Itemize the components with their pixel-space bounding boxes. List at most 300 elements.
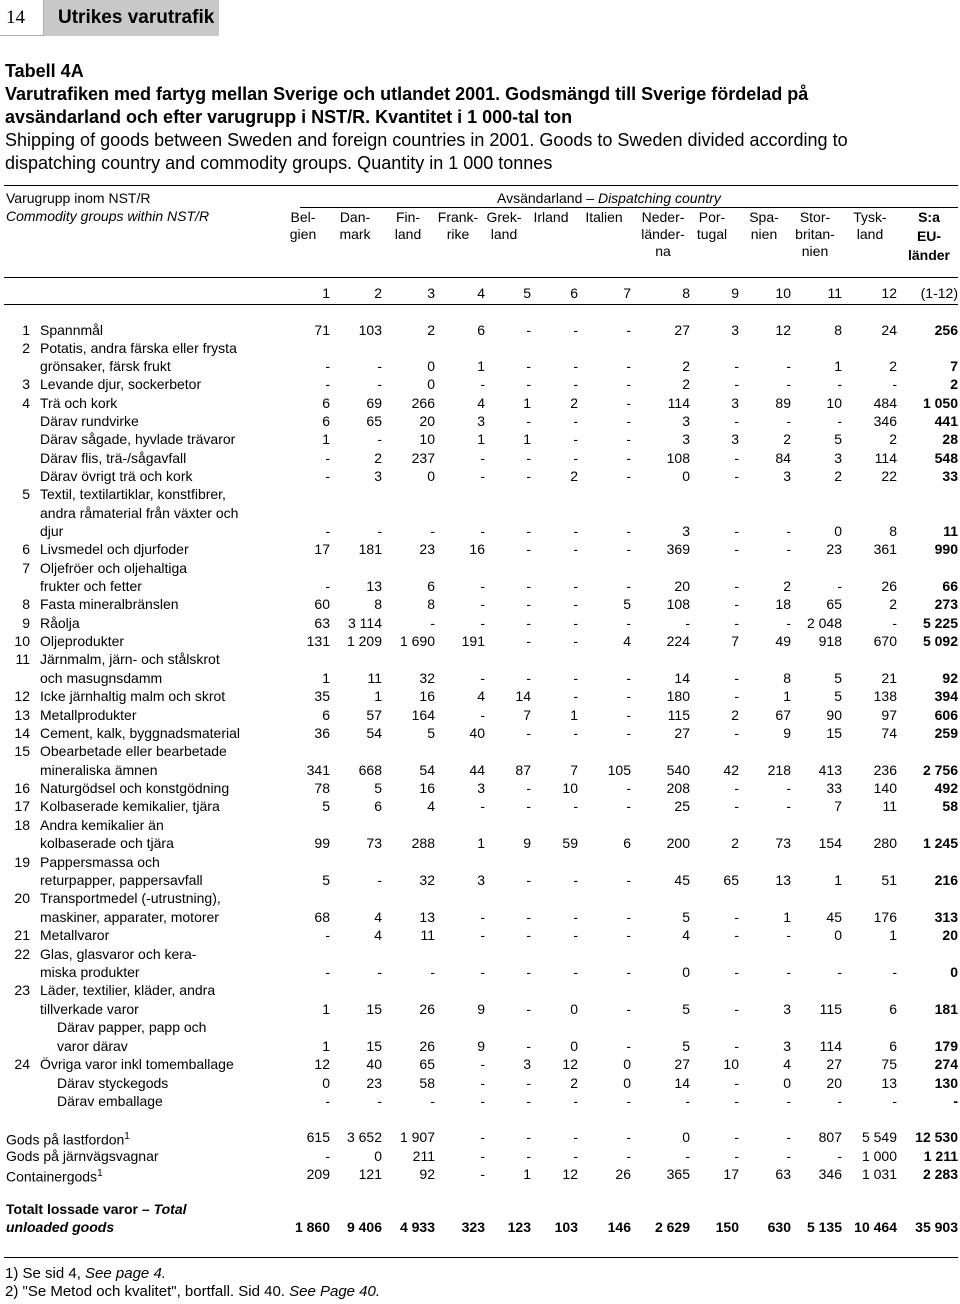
row-value: 1 <box>374 688 382 704</box>
row-label: returpapper, pappersavfall <box>40 872 203 888</box>
row-value: - <box>685 1148 690 1164</box>
row-eu-total: 7 <box>950 358 958 374</box>
row-value: - <box>526 376 531 392</box>
row-value: - <box>526 1129 531 1145</box>
row-eu-total: 130 <box>934 1075 958 1091</box>
row-value: 22 <box>881 468 897 484</box>
row-value: 0 <box>623 1075 631 1091</box>
row-value: 74 <box>881 725 897 741</box>
row-value: 0 <box>682 964 690 980</box>
row-value: 146 <box>607 1219 631 1235</box>
row-value: 9 <box>783 725 791 741</box>
row-value: - <box>480 964 485 980</box>
header-rule <box>4 277 958 278</box>
row-number: 18 <box>14 817 30 833</box>
row-label: Trä och kork <box>40 395 118 411</box>
row-value: 73 <box>366 835 382 851</box>
row-value: 13 <box>775 872 791 888</box>
row-value: 154 <box>818 835 842 851</box>
row-value: 4 <box>427 798 435 814</box>
row-eu-total: 28 <box>942 431 958 447</box>
row-value: - <box>573 725 578 741</box>
row-value: 1 <box>322 1038 330 1054</box>
row-eu-total: 0 <box>950 964 958 980</box>
row-value: - <box>325 927 330 943</box>
row-value: 3 <box>477 413 485 429</box>
row-value: - <box>734 1075 739 1091</box>
row-eu-total: 1 245 <box>922 835 958 851</box>
row-value: 2 <box>889 596 897 612</box>
column-header-line <box>573 242 635 259</box>
row-value: - <box>786 523 791 539</box>
row-value: 11 <box>420 927 435 943</box>
row-value: - <box>626 909 631 925</box>
row-value: - <box>325 358 330 374</box>
row-eu-total: 1 050 <box>922 395 958 411</box>
row-value: - <box>837 964 842 980</box>
row-value: 3 <box>731 431 739 447</box>
column-header-line: Spa- <box>749 209 779 225</box>
row-eu-total: 313 <box>934 909 958 925</box>
row-value: 0 <box>682 1129 690 1145</box>
column-header-line: land <box>490 226 518 242</box>
row-value: - <box>786 615 791 631</box>
row-eu-total: 492 <box>934 780 958 796</box>
row-value: 40 <box>469 725 485 741</box>
column-header-line: Fin- <box>395 209 421 225</box>
column-header-line: Bel- <box>290 209 316 225</box>
row-value: 9 <box>477 1001 485 1017</box>
dispatch-header-sv: Avsändarland <box>497 190 583 206</box>
column-header-line <box>839 242 901 259</box>
row-value: 208 <box>666 780 690 796</box>
row-number: 14 <box>14 725 30 741</box>
row-value: 1 <box>523 395 531 411</box>
row-eu-total: 2 <box>950 376 958 392</box>
row-value: 15 <box>366 1001 382 1017</box>
row-value: 103 <box>358 322 382 338</box>
row-value: - <box>325 578 330 594</box>
row-value: 7 <box>570 762 578 778</box>
row-value: 3 <box>783 468 791 484</box>
row-label: Pappersmassa och <box>40 854 160 870</box>
dispatch-header-en: Dispatching country <box>597 190 721 206</box>
row-eu-total: 256 <box>934 322 958 338</box>
row-label: Icke järnhaltig malm och skrot <box>40 688 226 704</box>
column-index: 10 <box>775 285 791 301</box>
row-value: 807 <box>818 1129 842 1145</box>
row-value: - <box>430 964 435 980</box>
row-value: - <box>626 872 631 888</box>
row-value: 0 <box>427 468 435 484</box>
row-value: - <box>573 909 578 925</box>
column-header-line: länder <box>907 247 950 263</box>
row-value: - <box>786 964 791 980</box>
row-value: 1 <box>570 707 578 723</box>
row-value: 0 <box>783 1075 791 1091</box>
row-value: - <box>734 1038 739 1054</box>
row-label: djur <box>40 523 64 539</box>
row-value: 10 <box>723 1056 739 1072</box>
column-header-line: land <box>856 226 884 242</box>
row-value: 361 <box>873 541 897 557</box>
row-value: - <box>480 1166 485 1182</box>
row-value: 181 <box>358 541 382 557</box>
row-value: 369 <box>666 541 690 557</box>
row-value: 114 <box>874 450 897 466</box>
row-value: 3 <box>731 395 739 411</box>
row-value: - <box>526 780 531 796</box>
total-label-part: Totalt lossade varor <box>6 1201 139 1217</box>
row-value: 5 135 <box>806 1219 842 1235</box>
row-value: - <box>626 1148 631 1164</box>
row-number: 19 <box>14 854 30 870</box>
total-label-part: Total <box>153 1201 187 1217</box>
row-value: - <box>837 1148 842 1164</box>
row-value: - <box>480 1056 485 1072</box>
row-value: - <box>573 688 578 704</box>
row-value: 65 <box>723 872 739 888</box>
row-label: Glas, glasvaror och kera- <box>40 946 197 962</box>
row-value: 2 <box>783 431 791 447</box>
row-value: 9 <box>523 835 531 851</box>
column-index: 2 <box>374 285 382 301</box>
row-value: 1 <box>834 872 842 888</box>
row-value: - <box>526 1148 531 1164</box>
row-value: 115 <box>667 707 690 723</box>
row-number: 4 <box>22 395 30 411</box>
row-eu-total: 181 <box>934 1001 958 1017</box>
column-header-line: Frank- <box>437 209 479 225</box>
row-label: Därav flis, trä-/sågavfall <box>40 450 187 466</box>
row-value: 2 <box>834 468 842 484</box>
row-value: - <box>734 596 739 612</box>
row-value: - <box>626 541 631 557</box>
row-label-text: Containergods <box>6 1168 98 1185</box>
row-value: - <box>573 1148 578 1164</box>
row-value: - <box>480 615 485 631</box>
row-value: 180 <box>666 688 690 704</box>
row-value: 17 <box>314 541 330 557</box>
row-label: Oljefröer och oljehaltiga <box>40 560 188 576</box>
row-value: 108 <box>666 450 690 466</box>
row-value: - <box>734 725 739 741</box>
row-value: 3 <box>682 523 690 539</box>
column-header-line: Grek- <box>486 209 522 225</box>
row-value: - <box>480 468 485 484</box>
row-value: - <box>480 1148 485 1164</box>
column-header-line: Dan- <box>339 209 371 225</box>
row-value: 99 <box>314 835 330 851</box>
total-label-part: – <box>141 1201 150 1217</box>
row-value: - <box>526 578 531 594</box>
row-number: 10 <box>14 633 30 649</box>
row-label: Naturgödsel och konstgödning <box>40 780 230 796</box>
column-header-line: Tysk- <box>853 209 887 225</box>
row-number: 21 <box>14 927 30 943</box>
row-number: 24 <box>14 1056 30 1072</box>
row-value: 2 <box>783 578 791 594</box>
column-header-line <box>573 225 635 242</box>
row-label: Råolja <box>40 615 80 631</box>
row-value: - <box>526 358 531 374</box>
row-value: - <box>573 615 578 631</box>
row-value: - <box>626 450 631 466</box>
row-number: 5 <box>22 486 30 502</box>
row-value: - <box>377 358 382 374</box>
row-value: 3 <box>783 1001 791 1017</box>
row-value: 2 <box>731 835 739 851</box>
row-value: - <box>526 615 531 631</box>
row-value: 5 <box>322 798 330 814</box>
column-index: 9 <box>731 285 739 301</box>
column-header <box>573 208 635 259</box>
row-value: 84 <box>775 450 791 466</box>
row-label: Metallvaror <box>40 927 110 943</box>
row-value: 8 <box>427 596 435 612</box>
row-label: Obearbetade eller bearbetade <box>40 743 227 759</box>
row-value: 1 <box>477 431 485 447</box>
row-value: 23 <box>419 541 435 557</box>
section-title: Utrikes varutrafik <box>44 0 219 36</box>
row-value: 365 <box>666 1166 690 1182</box>
row-value: - <box>734 688 739 704</box>
row-value: - <box>734 615 739 631</box>
row-value: - <box>626 927 631 943</box>
column-header-line: britan- <box>795 226 835 242</box>
row-value: - <box>626 688 631 704</box>
row-value: 36 <box>314 725 330 741</box>
row-value: 1 <box>523 431 531 447</box>
row-value: 484 <box>873 395 897 411</box>
column-header-line: na <box>655 243 671 259</box>
column-index: 7 <box>623 285 631 301</box>
row-value: 218 <box>767 762 791 778</box>
row-value: - <box>734 413 739 429</box>
row-value: 15 <box>826 725 842 741</box>
row-value: - <box>786 541 791 557</box>
row-value: - <box>734 909 739 925</box>
row-value: - <box>626 780 631 796</box>
row-value: 346 <box>818 1166 842 1182</box>
row-value: 12 <box>314 1056 330 1072</box>
column-header-line: EU- <box>916 228 942 244</box>
row-value: - <box>734 1001 739 1017</box>
row-value: 2 <box>731 707 739 723</box>
dispatch-header-dash: – <box>586 190 595 206</box>
column-index: 11 <box>827 285 842 301</box>
row-value: 13 <box>419 909 435 925</box>
row-value: 209 <box>306 1166 330 1182</box>
row-number: 6 <box>22 541 30 557</box>
row-value: 27 <box>674 1056 690 1072</box>
row-label: andra råmaterial från växter och <box>40 505 239 521</box>
row-value: - <box>526 927 531 943</box>
column-header-line: gien <box>289 226 317 242</box>
row-value: 4 <box>682 927 690 943</box>
row-value: - <box>573 431 578 447</box>
total-label <box>6 1200 187 1218</box>
row-number: 8 <box>22 596 30 612</box>
row-value: 4 933 <box>399 1219 435 1235</box>
row-value: 7 <box>731 633 739 649</box>
row-value: - <box>325 376 330 392</box>
row-value: - <box>573 1093 578 1109</box>
row-value: 21 <box>881 670 897 686</box>
row-value: 26 <box>419 1038 435 1054</box>
title-en-line1: Shipping of goods between Sweden and foreign countries in 2001. Goods to Sweden divided according to <box>5 130 848 150</box>
row-value: 630 <box>767 1219 791 1235</box>
row-label: Textil, textilartiklar, konstfibrer, <box>40 486 226 502</box>
row-value: 0 <box>570 1038 578 1054</box>
row-value: 6 <box>322 413 330 429</box>
row-value: - <box>626 322 631 338</box>
row-label: tillverkade varor <box>40 1001 139 1017</box>
row-value: - <box>734 670 739 686</box>
row-eu-total: 20 <box>942 927 958 943</box>
row-value: 211 <box>412 1148 435 1164</box>
row-value: - <box>480 670 485 686</box>
row-value: - <box>626 395 631 411</box>
row-label: kolbaserade och tjära <box>40 835 174 851</box>
footnote-marker: 1 <box>97 1168 103 1179</box>
row-value: - <box>626 670 631 686</box>
row-value: 9 406 <box>346 1219 382 1235</box>
row-value: 5 <box>427 725 435 741</box>
row-value: - <box>526 633 531 649</box>
row-value: - <box>573 358 578 374</box>
row-value: 2 048 <box>806 615 842 631</box>
row-value: 69 <box>366 395 382 411</box>
row-value: - <box>573 633 578 649</box>
row-value: 26 <box>881 578 897 594</box>
row-value: 2 <box>682 358 690 374</box>
row-value: - <box>734 376 739 392</box>
row-value: 2 <box>427 322 435 338</box>
row-label: Potatis, andra färska eller frysta <box>40 340 237 356</box>
row-value: 103 <box>554 1219 578 1235</box>
row-value: 3 <box>477 872 485 888</box>
row-value: - <box>573 670 578 686</box>
row-value: 615 <box>306 1129 330 1145</box>
row-value: 6 <box>322 395 330 411</box>
row-value: 4 <box>783 1056 791 1072</box>
row-value: 3 <box>682 431 690 447</box>
row-value: - <box>526 670 531 686</box>
row-value: 670 <box>873 633 897 649</box>
row-label: Cement, kalk, byggnadsmaterial <box>40 725 240 741</box>
row-value: 5 <box>834 431 842 447</box>
row-value: 4 <box>477 688 485 704</box>
row-value: 6 <box>477 322 485 338</box>
row-value: 346 <box>873 413 897 429</box>
row-value: 18 <box>775 596 791 612</box>
row-value: 1 031 <box>861 1166 897 1182</box>
column-header-line: tugal <box>696 226 728 242</box>
row-number: 7 <box>22 560 30 576</box>
row-value: 1 <box>783 688 791 704</box>
row-value: 27 <box>674 725 690 741</box>
row-label: Spannmål <box>40 322 104 338</box>
row-eu-total: 606 <box>934 707 958 723</box>
column-index: 1 <box>322 285 330 301</box>
row-value: 1 <box>834 358 842 374</box>
row-value: - <box>480 798 485 814</box>
row-value: 23 <box>366 1075 382 1091</box>
row-value: 2 <box>570 1075 578 1091</box>
row-value: 6 <box>322 707 330 723</box>
row-value: 45 <box>826 909 842 925</box>
column-index: 12 <box>881 285 897 301</box>
row-value: - <box>526 413 531 429</box>
row-value: - <box>626 431 631 447</box>
row-value: - <box>526 541 531 557</box>
row-value: - <box>526 725 531 741</box>
row-label: Därav rundvirke <box>40 413 139 429</box>
row-label: Transportmedel (-utrustning), <box>40 890 221 906</box>
row-value: 75 <box>881 1056 897 1072</box>
row-value: - <box>685 1093 690 1109</box>
row-value: 12 <box>775 322 791 338</box>
row-label: maskiner, apparater, motorer <box>40 909 219 925</box>
row-value: - <box>573 872 578 888</box>
row-value: - <box>480 1075 485 1091</box>
row-label: varor därav <box>57 1038 128 1054</box>
row-value: 20 <box>826 1075 842 1091</box>
row-eu-total: 66 <box>942 578 958 594</box>
row-value: 236 <box>873 762 897 778</box>
row-value: - <box>573 964 578 980</box>
row-eu-total: 274 <box>934 1056 958 1072</box>
row-value: - <box>626 707 631 723</box>
row-value: 71 <box>314 322 330 338</box>
dispatch-header <box>497 190 721 207</box>
row-value: 3 <box>731 322 739 338</box>
total-label-en: unloaded goods <box>6 1219 115 1235</box>
row-value: 10 464 <box>854 1219 897 1235</box>
row-value: 1 <box>322 431 330 447</box>
row-value: - <box>786 1129 791 1145</box>
row-value: 191 <box>461 633 485 649</box>
row-value: - <box>325 1093 330 1109</box>
row-value: 413 <box>818 762 842 778</box>
row-value: 25 <box>674 798 690 814</box>
row-value: - <box>573 798 578 814</box>
column-index: 3 <box>427 285 435 301</box>
row-value: - <box>573 578 578 594</box>
row-value: - <box>430 1093 435 1109</box>
row-value: - <box>526 1001 531 1017</box>
column-index: 6 <box>570 285 578 301</box>
row-value: - <box>626 964 631 980</box>
row-value: - <box>526 596 531 612</box>
row-value: 16 <box>469 541 485 557</box>
row-value: - <box>837 578 842 594</box>
row-value: - <box>377 872 382 888</box>
row-value: - <box>626 413 631 429</box>
row-value: 65 <box>826 596 842 612</box>
row-value: - <box>626 358 631 374</box>
row-value: 3 652 <box>346 1129 382 1145</box>
column-header-line: nien <box>750 226 778 242</box>
row-label <box>6 1165 103 1186</box>
row-value: - <box>573 322 578 338</box>
row-value: 5 <box>682 909 690 925</box>
row-value: - <box>786 927 791 943</box>
row-value: 2 <box>374 450 382 466</box>
row-value: 266 <box>411 395 435 411</box>
row-label: Fasta mineralbränslen <box>40 596 179 612</box>
